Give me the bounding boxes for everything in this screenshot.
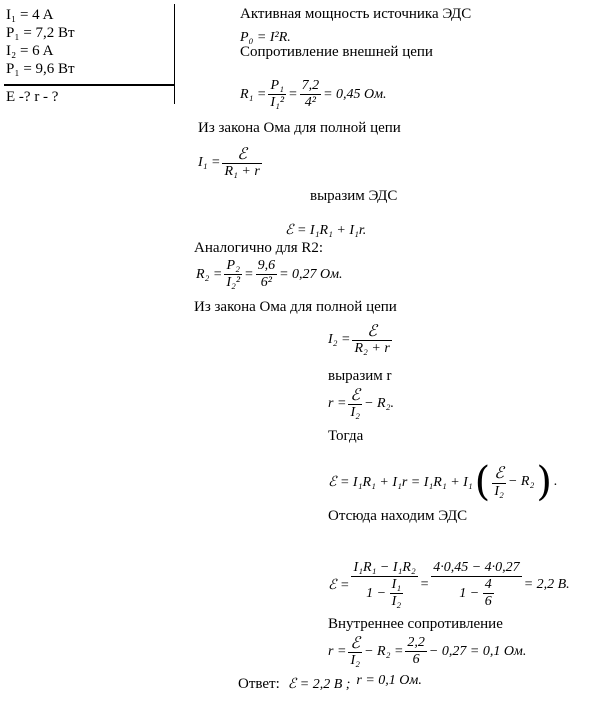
ir-den2: 6 — [405, 651, 427, 668]
express-r-text: выразим r — [328, 368, 392, 384]
f-den1: 1 − — [366, 585, 387, 601]
f-den1-num: I₁ — [391, 577, 402, 593]
r1-num: P₁ — [270, 78, 284, 93]
answer-label: Ответ: — [238, 676, 280, 692]
r2-frac2 — [256, 258, 278, 291]
given-i2: I₂ = 6 A — [6, 43, 54, 59]
ir-mid: − R₂ = — [364, 643, 404, 659]
ir-den: I₂ — [348, 652, 362, 669]
r1-den2: 4² — [300, 94, 322, 111]
i2-lhs: I₂ = — [328, 331, 351, 347]
then-lhs: ℰ = I₁R₁ + I₁r = I₁R₁ + I₁ — [328, 474, 473, 490]
i2-num: ℰ — [367, 321, 377, 340]
internal-r-formula — [328, 634, 526, 669]
answer-r: r = 0,1 Ом. — [356, 672, 422, 688]
then-end: . — [553, 474, 558, 489]
r-tail: − R₂. — [364, 395, 394, 411]
express-emf-text: выразим ЭДС — [310, 188, 398, 204]
f-den2-den: 6 — [484, 594, 492, 610]
r-lhs: r = — [328, 395, 347, 411]
r2-formula: R₂ = $\frac{\text{P₂}}{\text{I₂²}}$ = $\frac{9,6}{\text{6²}}$ = 0,27 Ом. — [196, 258, 343, 291]
given-p2: P₁ = 9,6 Вт — [6, 61, 75, 77]
then-tail: − R₂ — [507, 474, 535, 489]
ir-num: ℰ — [350, 633, 361, 652]
r-den: I₂ — [348, 404, 362, 421]
f-frac1 — [351, 560, 417, 610]
similarly-text: Аналогично для R2: — [194, 240, 324, 256]
then-formula: ℰ = I₁R₁ + I₁r = I₁R₁ + I₁ ( $\frac{\text{ℰ}}{\text{I₂}}$ − R₂ ) . — [328, 459, 558, 505]
internal-resistance-text: Внутреннее сопротивление — [328, 616, 503, 632]
given-p1: P₁ = 7,2 Вт — [6, 25, 75, 41]
i2-den: R₂ + r — [354, 341, 390, 357]
f-den1-den: I₂ — [391, 594, 402, 610]
ohm-law-text-2: Из закона Ома для полной цепи — [194, 299, 397, 315]
ir-result: − 0,27 = 0,1 Ом. — [428, 643, 527, 659]
r-num: ℰ — [350, 385, 361, 404]
then-frac — [492, 464, 506, 499]
active-power-text: Активная мощность источника ЭДС — [240, 6, 472, 22]
r1-formula: R₁ = $\frac{\text{P₁}}{\text{I₁²}}$ = $\frac{7,2}{\text{4²}}$ = 0,45 Ом. — [240, 78, 387, 111]
r2-num: P₂ — [226, 258, 240, 273]
ext-resistance-text: Сопротивление внешней цепи — [240, 44, 433, 60]
i1-frac — [222, 145, 261, 180]
ir-num2: 2,2 — [407, 635, 425, 651]
f-num1: I₁R₁ − I₁R₂ — [353, 560, 416, 575]
r2-den2: 6² — [256, 274, 278, 291]
ir-lhs: r = — [328, 643, 347, 659]
f-lhs: ℰ = — [328, 577, 350, 593]
f-den2-num: 4 — [484, 577, 492, 593]
r2-den: I₂² — [226, 275, 241, 291]
power-formula: P₀ = I²R. — [240, 30, 291, 45]
find-emf-text: Отсюда находим ЭДС — [328, 508, 468, 524]
given-i1: I₁ = 4 A — [6, 7, 54, 23]
r1-result: = 0,45 Ом. — [323, 86, 387, 102]
r1-frac2 — [300, 78, 322, 111]
f-frac2 — [431, 560, 521, 610]
then-num: ℰ — [494, 463, 504, 483]
emf-equation: ℰ = I₁R₁ + I₁r. — [285, 223, 367, 238]
r1-frac — [268, 78, 286, 111]
ohm-law-text-1: Из закона Ома для полной цепи — [198, 120, 401, 136]
r1-lhs: R₁ = — [240, 86, 267, 102]
f-result: = 2,2 B. — [523, 577, 570, 593]
i1-formula — [198, 145, 262, 180]
given-horizontal-divider — [4, 84, 175, 86]
i2-frac — [352, 322, 391, 357]
i1-lhs: I₁ = — [198, 154, 221, 170]
r2-frac — [224, 258, 242, 291]
r2-result: = 0,27 Ом. — [279, 266, 343, 282]
answer-emf: ℰ = 2,2 B ; — [287, 677, 351, 692]
f-num2: 4·0,45 − 4·0,27 — [433, 560, 520, 575]
i1-den: R₁ + r — [224, 164, 260, 180]
r-formula — [328, 386, 394, 421]
given-vertical-divider — [174, 4, 175, 104]
i1-num: ℰ — [237, 144, 247, 163]
f-den2: 1 − — [459, 585, 480, 601]
answer-line — [238, 672, 422, 693]
then-den: I₂ — [492, 483, 506, 500]
given-block — [6, 6, 75, 78]
r2-num2: 9,6 — [257, 258, 276, 273]
find-line: E -? r - ? — [6, 89, 59, 105]
r2-lhs: R₂ = — [196, 266, 223, 282]
emf-final-formula: ℰ = I₁R₁ − I₁R₂ 1 − $\frac{\text{I₁}}{\text{I₂}}$ = 4·0,45 − 4·0,27 1 − $\frac{4}{6}$ = 2,2 B. — [328, 560, 570, 610]
i2-formula — [328, 322, 392, 357]
r1-den: I₁² — [270, 95, 285, 111]
ir-frac — [348, 634, 362, 669]
then-text: Тогда — [328, 428, 364, 444]
r1-num2: 7,2 — [301, 78, 320, 93]
ir-frac2 — [405, 635, 427, 668]
r-frac — [348, 386, 362, 421]
